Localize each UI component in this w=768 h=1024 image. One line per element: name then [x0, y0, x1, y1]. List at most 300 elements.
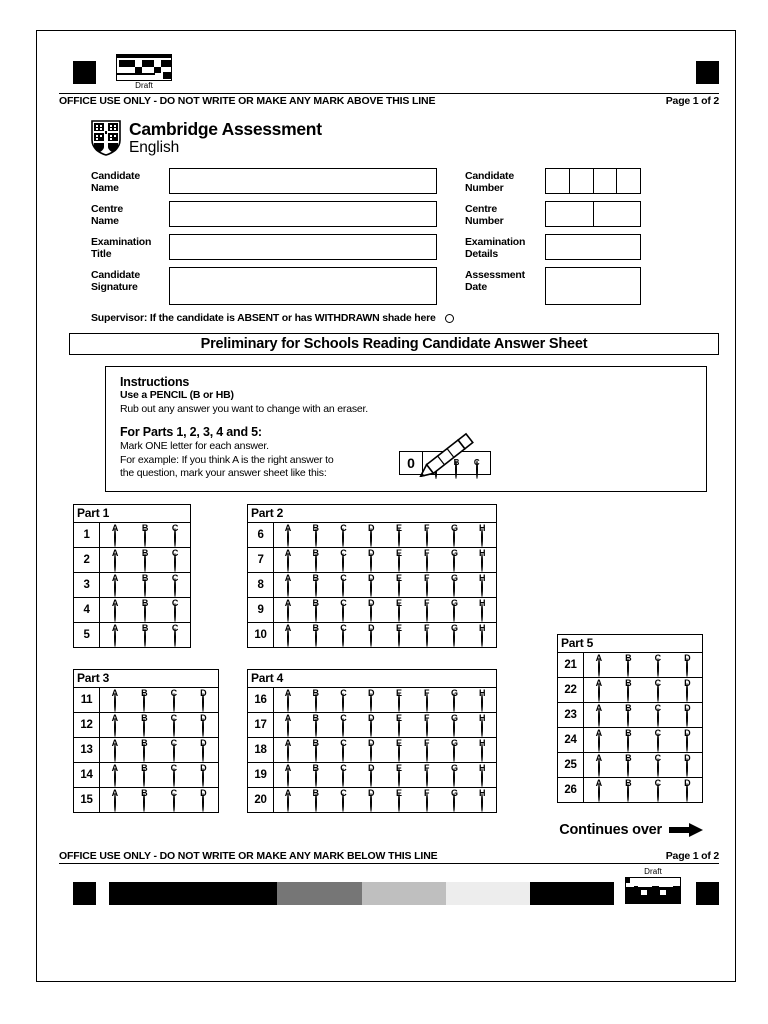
option-cell[interactable] — [413, 689, 441, 707]
answer-bubble[interactable] — [315, 793, 317, 812]
answer-bubble[interactable] — [398, 603, 400, 622]
option-cell[interactable] — [357, 549, 385, 567]
option-letter: E — [395, 572, 402, 583]
centre-name-input[interactable] — [169, 201, 437, 227]
option-cell[interactable] — [159, 739, 189, 757]
table-row — [248, 788, 496, 812]
answer-bubble[interactable] — [398, 718, 400, 737]
answer-bubble[interactable] — [598, 708, 600, 727]
answer-bubble[interactable] — [174, 528, 176, 547]
answer-bubble[interactable] — [144, 578, 146, 597]
option-cell[interactable] — [100, 524, 130, 542]
option-cell[interactable] — [643, 654, 673, 672]
option-cell[interactable] — [385, 549, 413, 567]
option-cell[interactable] — [643, 704, 673, 722]
instructions-line-2: Rub out any answer you want to change with an eraser. — [120, 402, 368, 415]
answer-bubble[interactable] — [315, 693, 317, 712]
answer-bubble[interactable] — [287, 578, 289, 597]
answer-bubble[interactable] — [287, 628, 289, 647]
option-cell[interactable] — [468, 764, 496, 782]
answer-bubble[interactable] — [598, 758, 600, 777]
answer-bubble[interactable] — [315, 628, 317, 647]
office-use-line-top — [59, 93, 719, 107]
option-cell[interactable] — [673, 754, 703, 772]
answer-bubble[interactable] — [657, 708, 659, 727]
option-cell[interactable] — [468, 574, 496, 592]
answer-bubble[interactable] — [426, 768, 428, 787]
option-group — [100, 523, 190, 547]
option-cell[interactable] — [302, 739, 330, 757]
question-number: 3 — [74, 573, 100, 597]
option-cell[interactable] — [413, 549, 441, 567]
option-cell[interactable] — [614, 704, 644, 722]
option-letter: F — [423, 572, 430, 583]
option-letter: D — [367, 737, 375, 748]
centre-number-cell[interactable] — [594, 202, 641, 226]
option-cell[interactable] — [302, 549, 330, 567]
option-cell[interactable] — [357, 689, 385, 707]
answer-bubble[interactable] — [315, 603, 317, 622]
option-cell[interactable] — [302, 574, 330, 592]
answer-bubble[interactable] — [114, 528, 116, 547]
candidate-details-form — [91, 168, 709, 305]
answer-bubble[interactable] — [144, 628, 146, 647]
option-letter: H — [478, 547, 486, 558]
option-cell[interactable] — [441, 789, 469, 807]
option-cell[interactable] — [385, 574, 413, 592]
answer-bubble[interactable] — [426, 693, 428, 712]
option-letter: D — [367, 522, 375, 533]
option-group — [584, 728, 702, 752]
option-cell[interactable] — [302, 714, 330, 732]
option-cell[interactable] — [385, 524, 413, 542]
option-letter: H — [478, 597, 486, 608]
option-cell[interactable] — [330, 549, 358, 567]
option-cell[interactable] — [468, 549, 496, 567]
option-cell[interactable] — [584, 729, 614, 747]
option-group — [274, 623, 496, 647]
answer-bubble[interactable] — [598, 783, 600, 802]
option-cell[interactable] — [357, 599, 385, 617]
answer-bubble[interactable] — [398, 528, 400, 547]
option-cell[interactable] — [274, 524, 302, 542]
answer-bubble[interactable] — [114, 768, 116, 787]
option-cell[interactable] — [330, 739, 358, 757]
option-cell[interactable] — [330, 599, 358, 617]
option-cell[interactable] — [441, 739, 469, 757]
option-cell[interactable] — [130, 739, 160, 757]
option-cell[interactable] — [274, 599, 302, 617]
option-letter: D — [367, 787, 375, 798]
answer-bubble[interactable] — [114, 718, 116, 737]
option-cell[interactable] — [159, 789, 189, 807]
centre-number-input[interactable] — [545, 201, 641, 227]
option-letter: B — [312, 572, 319, 583]
option-letter: A — [111, 687, 118, 698]
option-cell[interactable] — [100, 739, 130, 757]
answer-bubble[interactable] — [287, 743, 289, 762]
option-cell[interactable] — [100, 599, 130, 617]
option-cell[interactable] — [357, 714, 385, 732]
option-cell[interactable] — [100, 549, 130, 567]
option-cell[interactable] — [302, 689, 330, 707]
option-cell[interactable] — [584, 704, 614, 722]
answer-bubble[interactable] — [144, 603, 146, 622]
option-cell[interactable] — [189, 689, 219, 707]
grayscale-segment — [277, 882, 361, 905]
option-cell[interactable] — [468, 739, 496, 757]
option-cell[interactable] — [385, 599, 413, 617]
answer-bubble[interactable] — [174, 578, 176, 597]
answer-bubble[interactable] — [426, 603, 428, 622]
answer-bubble[interactable] — [657, 733, 659, 752]
office-use-line-bottom — [59, 850, 719, 864]
option-cell[interactable] — [673, 704, 703, 722]
option-cell[interactable] — [385, 739, 413, 757]
option-cell[interactable] — [468, 689, 496, 707]
answer-bubble[interactable] — [173, 743, 175, 762]
option-group — [274, 573, 496, 597]
option-letter: C — [654, 752, 661, 763]
option-cell[interactable] — [673, 654, 703, 672]
option-cell[interactable] — [468, 524, 496, 542]
option-cell[interactable] — [643, 779, 673, 797]
option-cell[interactable] — [330, 574, 358, 592]
centre-number-label: Centre Number — [465, 203, 504, 227]
option-letter: D — [684, 727, 691, 738]
option-letter: C — [170, 762, 177, 773]
answer-bubble[interactable] — [398, 793, 400, 812]
answer-bubble[interactable] — [315, 528, 317, 547]
answer-bubble[interactable] — [287, 693, 289, 712]
part-4-grid — [247, 669, 497, 813]
option-cell[interactable] — [130, 764, 160, 782]
answer-bubble[interactable] — [315, 718, 317, 737]
answer-bubble[interactable] — [598, 683, 600, 702]
question-number: 18 — [248, 738, 274, 762]
option-letter: A — [111, 572, 119, 583]
option-cell[interactable] — [330, 524, 358, 542]
answer-bubble[interactable] — [287, 718, 289, 737]
option-cell[interactable] — [274, 739, 302, 757]
table-row — [248, 573, 496, 598]
table-row — [74, 763, 218, 788]
option-cell[interactable] — [159, 714, 189, 732]
option-cell[interactable] — [160, 599, 190, 617]
option-cell[interactable] — [100, 574, 130, 592]
option-letter: A — [284, 572, 292, 583]
option-cell[interactable] — [441, 599, 469, 617]
option-cell[interactable] — [274, 549, 302, 567]
right-arrow-icon — [669, 823, 703, 837]
answer-bubble[interactable] — [174, 628, 176, 647]
option-letter: C — [340, 597, 347, 608]
option-cell[interactable] — [413, 599, 441, 617]
option-cell[interactable] — [274, 624, 302, 642]
option-cell[interactable] — [584, 679, 614, 697]
option-cell[interactable] — [160, 574, 190, 592]
option-cell[interactable] — [357, 789, 385, 807]
answer-bubble[interactable] — [114, 743, 116, 762]
answer-bubble[interactable] — [144, 553, 146, 572]
answer-grids — [59, 504, 719, 838]
option-cell[interactable] — [274, 764, 302, 782]
option-cell[interactable] — [330, 714, 358, 732]
option-letter: H — [478, 712, 486, 723]
option-cell[interactable] — [130, 624, 160, 642]
answer-bubble[interactable] — [174, 603, 176, 622]
option-cell[interactable] — [130, 549, 160, 567]
answer-bubble[interactable] — [657, 683, 659, 702]
option-cell[interactable] — [160, 624, 190, 642]
option-cell[interactable] — [330, 789, 358, 807]
option-letter: A — [284, 687, 292, 698]
option-cell[interactable] — [357, 764, 385, 782]
option-cell[interactable] — [130, 714, 160, 732]
option-cell[interactable] — [330, 764, 358, 782]
option-letter: E — [395, 597, 402, 608]
option-cell[interactable] — [160, 549, 190, 567]
answer-bubble[interactable] — [426, 628, 428, 647]
option-cell[interactable] — [413, 524, 441, 542]
option-cell[interactable] — [468, 714, 496, 732]
option-cell[interactable] — [673, 679, 703, 697]
answer-bubble[interactable] — [598, 733, 600, 752]
option-cell[interactable] — [274, 689, 302, 707]
answer-bubble[interactable] — [657, 783, 659, 802]
top-timing-row — [59, 45, 719, 93]
supervisor-shade-bubble[interactable] — [445, 314, 454, 323]
option-letter: A — [595, 777, 602, 788]
option-letter: B — [625, 752, 632, 763]
option-cell[interactable] — [468, 599, 496, 617]
option-cell[interactable] — [130, 789, 160, 807]
option-cell[interactable] — [357, 739, 385, 757]
option-cell[interactable] — [130, 599, 160, 617]
option-cell[interactable] — [274, 789, 302, 807]
option-cell[interactable] — [385, 789, 413, 807]
option-cell[interactable] — [302, 624, 330, 642]
option-cell[interactable] — [614, 729, 644, 747]
option-letter: B — [141, 547, 149, 558]
option-cell[interactable] — [357, 574, 385, 592]
option-cell[interactable] — [614, 654, 644, 672]
option-cell[interactable] — [385, 764, 413, 782]
answer-bubble[interactable] — [287, 793, 289, 812]
continues-over-text: Continues over — [559, 821, 662, 838]
option-cell[interactable] — [468, 624, 496, 642]
answer-bubble[interactable] — [114, 793, 116, 812]
option-cell[interactable] — [673, 729, 703, 747]
option-cell[interactable] — [189, 714, 219, 732]
answer-bubble[interactable] — [315, 743, 317, 762]
option-letter: D — [367, 622, 375, 633]
option-cell[interactable] — [441, 524, 469, 542]
option-cell[interactable] — [330, 624, 358, 642]
part-2-grid — [247, 504, 497, 648]
option-cell[interactable] — [441, 714, 469, 732]
option-cell[interactable] — [357, 624, 385, 642]
answer-bubble[interactable] — [657, 658, 659, 677]
option-cell[interactable] — [584, 754, 614, 772]
option-cell[interactable] — [189, 789, 219, 807]
option-cell[interactable] — [441, 624, 469, 642]
answer-bubble[interactable] — [426, 528, 428, 547]
option-group — [100, 763, 218, 787]
answer-bubble[interactable] — [426, 743, 428, 762]
option-letter: B — [141, 622, 149, 633]
answer-bubble[interactable] — [287, 553, 289, 572]
option-cell[interactable] — [330, 689, 358, 707]
grayscale-segment — [109, 882, 193, 905]
examination-title-input[interactable] — [169, 234, 437, 260]
answer-bubble[interactable] — [114, 628, 116, 647]
option-cell[interactable] — [643, 754, 673, 772]
option-cell[interactable] — [413, 739, 441, 757]
option-cell[interactable] — [643, 729, 673, 747]
option-cell[interactable] — [385, 689, 413, 707]
option-cell[interactable] — [302, 524, 330, 542]
option-cell[interactable] — [100, 764, 130, 782]
option-cell[interactable] — [673, 779, 703, 797]
option-cell[interactable] — [160, 524, 190, 542]
answer-bubble[interactable] — [426, 553, 428, 572]
answer-bubble[interactable] — [315, 578, 317, 597]
answer-bubble[interactable] — [398, 628, 400, 647]
option-cell[interactable] — [584, 779, 614, 797]
centre-number-cell[interactable] — [546, 202, 594, 226]
option-group — [584, 778, 702, 802]
answer-bubble[interactable] — [315, 768, 317, 787]
answer-bubble[interactable] — [287, 603, 289, 622]
option-cell[interactable] — [100, 689, 130, 707]
option-letter: B — [312, 762, 319, 773]
option-cell[interactable] — [357, 524, 385, 542]
option-cell[interactable] — [130, 524, 160, 542]
option-cell[interactable] — [100, 624, 130, 642]
table-row — [248, 763, 496, 788]
answer-bubble[interactable] — [173, 793, 175, 812]
option-cell[interactable] — [614, 679, 644, 697]
option-cell[interactable] — [274, 574, 302, 592]
option-cell[interactable] — [441, 574, 469, 592]
candidate-number-cell[interactable] — [546, 169, 570, 193]
option-cell[interactable] — [413, 624, 441, 642]
candidate-number-cell[interactable] — [570, 169, 594, 193]
option-group — [274, 598, 496, 622]
answer-bubble[interactable] — [398, 693, 400, 712]
option-cell[interactable] — [441, 764, 469, 782]
option-cell[interactable] — [584, 654, 614, 672]
option-cell[interactable] — [159, 689, 189, 707]
option-cell[interactable] — [274, 714, 302, 732]
answer-bubble[interactable] — [287, 768, 289, 787]
answer-bubble[interactable] — [114, 578, 116, 597]
option-letter: C — [171, 597, 179, 608]
answer-bubble[interactable] — [398, 578, 400, 597]
option-cell[interactable] — [302, 764, 330, 782]
page-number-top: Page 1 of 2 — [665, 95, 719, 107]
answer-bubble[interactable] — [426, 718, 428, 737]
candidate-number-cell[interactable] — [594, 169, 618, 193]
option-cell[interactable] — [643, 679, 673, 697]
answer-bubble[interactable] — [398, 768, 400, 787]
option-cell[interactable] — [159, 764, 189, 782]
option-cell[interactable] — [385, 714, 413, 732]
option-cell[interactable] — [385, 624, 413, 642]
examination-details-input[interactable] — [545, 234, 641, 260]
option-cell[interactable] — [189, 739, 219, 757]
answer-bubble[interactable] — [144, 528, 146, 547]
answer-bubble[interactable] — [174, 553, 176, 572]
option-cell[interactable] — [413, 574, 441, 592]
option-cell[interactable] — [441, 689, 469, 707]
option-cell[interactable] — [302, 789, 330, 807]
option-letter: G — [450, 597, 458, 608]
answer-bubble[interactable] — [173, 718, 175, 737]
option-cell[interactable] — [614, 779, 644, 797]
candidate-number-cell[interactable] — [617, 169, 640, 193]
option-cell[interactable] — [130, 689, 160, 707]
candidate-name-input[interactable] — [169, 168, 437, 194]
answer-bubble[interactable] — [426, 793, 428, 812]
option-letter: G — [450, 762, 458, 773]
option-cell[interactable] — [100, 714, 130, 732]
answer-bubble[interactable] — [114, 553, 116, 572]
option-cell[interactable] — [413, 764, 441, 782]
option-cell[interactable] — [100, 789, 130, 807]
question-number: 14 — [74, 763, 100, 787]
answer-bubble[interactable] — [657, 758, 659, 777]
question-number: 21 — [558, 653, 584, 677]
candidate-signature-input[interactable] — [169, 267, 437, 305]
answer-bubble[interactable] — [287, 528, 289, 547]
assessment-date-input[interactable] — [545, 267, 641, 305]
answer-bubble[interactable] — [114, 693, 116, 712]
option-letter: C — [170, 712, 177, 723]
answer-bubble[interactable] — [114, 603, 116, 622]
answer-bubble[interactable] — [598, 658, 600, 677]
answer-bubble[interactable] — [173, 768, 175, 787]
option-letter: H — [478, 522, 486, 533]
answer-bubble[interactable] — [398, 743, 400, 762]
option-letter: C — [654, 652, 661, 663]
option-cell[interactable] — [413, 714, 441, 732]
option-letter: D — [200, 787, 207, 798]
question-number: 4 — [74, 598, 100, 622]
option-cell[interactable] — [468, 789, 496, 807]
option-letter: B — [141, 712, 148, 723]
option-letter: D — [367, 572, 375, 583]
option-cell[interactable] — [130, 574, 160, 592]
option-cell[interactable] — [413, 789, 441, 807]
option-cell[interactable] — [302, 599, 330, 617]
answer-bubble[interactable] — [426, 578, 428, 597]
option-group — [100, 548, 190, 572]
option-letter: D — [684, 752, 691, 763]
option-cell[interactable] — [441, 549, 469, 567]
answer-bubble[interactable] — [173, 693, 175, 712]
candidate-number-input[interactable] — [545, 168, 641, 194]
option-cell[interactable] — [614, 754, 644, 772]
answer-bubble[interactable] — [315, 553, 317, 572]
option-cell[interactable] — [189, 764, 219, 782]
instructions-line-3: Mark ONE letter for each answer. — [120, 440, 269, 452]
instructions-box — [105, 366, 707, 492]
examination-details-label: Examination Details — [465, 236, 526, 260]
answer-bubble[interactable] — [398, 553, 400, 572]
option-letter: C — [340, 712, 347, 723]
